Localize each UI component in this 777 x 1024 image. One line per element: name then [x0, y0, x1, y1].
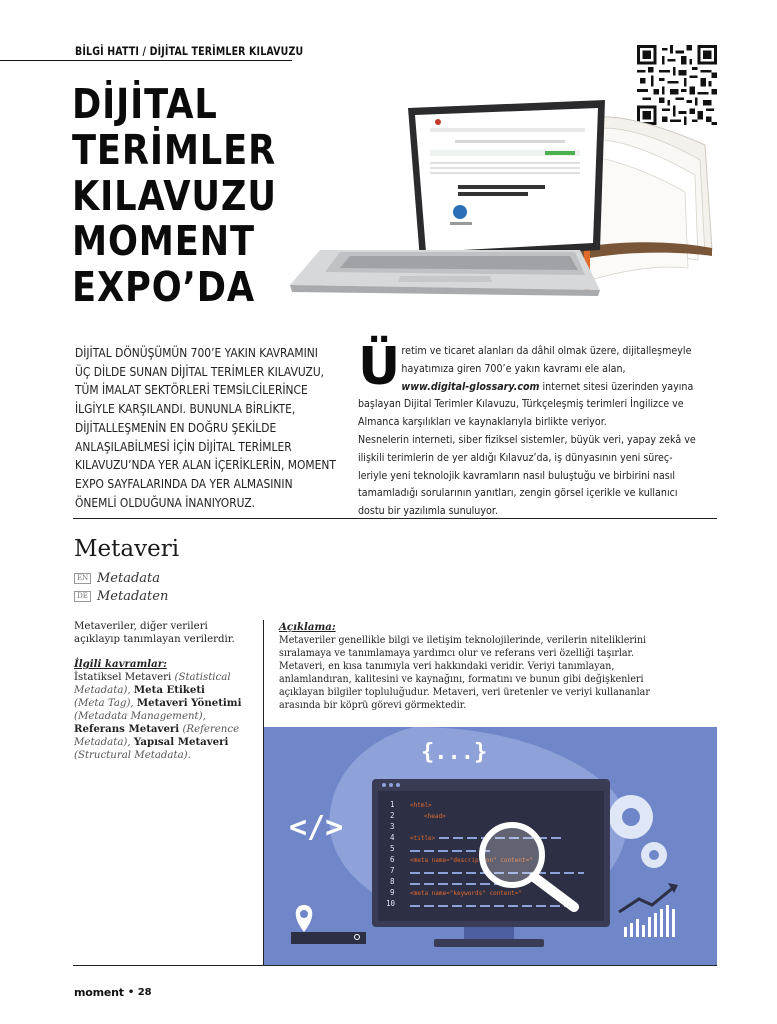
- intro-right-line: [358, 379, 694, 397]
- svg-text:<head>: <head>: [424, 813, 446, 820]
- term-explanation: [279, 621, 721, 712]
- term-en: Metadata: [97, 571, 161, 586]
- intro-right-line: Nesnelerin interneti, siber fiziksel sistemler, büyük veri, yapay zekâ ve: [358, 433, 696, 446]
- term-left-column: [74, 620, 256, 762]
- term-de: Metadaten: [97, 589, 169, 604]
- page-number: • 28: [127, 987, 152, 998]
- metadata-illustration: [264, 727, 717, 965]
- explanation-line: Metaveri, en kısa tanımıyla veri hakkındaki veridir. Veriyi tanımlayan,: [279, 661, 615, 672]
- title-line: TERİMLER: [72, 125, 277, 174]
- related-term: Yapısal Metaveri: [133, 736, 229, 748]
- title-line: MOMENT: [72, 217, 255, 266]
- lang-code-en: EN: [74, 573, 91, 584]
- intro-right-line: retim ve ticaret alanları da dâhil olmak üzere, dijitalleşmeyle: [401, 345, 692, 357]
- intro-right-line: tamamladığı sorularının yanıtları, zengin görsel içerikle ve kullanıcı: [358, 487, 678, 500]
- explanation-heading: Açıklama:: [279, 621, 336, 633]
- svg-text:9: 9: [390, 888, 395, 897]
- svg-text:<meta name="description" conte: <meta name="description" content=": [410, 857, 533, 864]
- term-de-row: [74, 589, 168, 604]
- related-item[interactable]: [74, 671, 256, 684]
- definition-line: Metaveriler, diğer verileri: [74, 621, 208, 632]
- related-term: İstatiksel Metaveri: [74, 672, 172, 683]
- intro-left-line: ÜÇ DİLDE SUNAN DİJİTAL TERİMLER KILAVUZU,: [75, 364, 325, 379]
- svg-text:1: 1: [390, 800, 395, 809]
- intro-right-line: leriyle yeni teknolojik kavramların nasıl buluştuğu ve birbirini nasıl: [358, 469, 676, 482]
- related-en: (Metadata Management),: [74, 711, 206, 722]
- title-line: DİJİTAL: [72, 80, 218, 128]
- explanation-line: Metaveriler genellikle bilgi ve iletişim teknolojilerinde, verilerin niteliklerini: [279, 635, 647, 646]
- related-en: (Structural Metadata).: [74, 750, 191, 761]
- page-footer: [74, 986, 152, 999]
- drop-cap: Ü: [358, 337, 401, 397]
- title-line: KILAVUZU: [72, 171, 277, 220]
- glossary-url-link[interactable]: www.digital-glossary.com: [401, 380, 540, 393]
- intro-left-line: DİJİTAL DÖNÜŞÜMÜN 700’E YAKIN KAVRAMINI: [75, 346, 318, 360]
- related-en: (Meta Tag),: [74, 698, 134, 709]
- related-en: Metadata),: [74, 685, 131, 696]
- intro-left-line: ANLAŞILABİLMESİ İÇİN DİJİTAL TERİMLER: [75, 439, 292, 454]
- related-item[interactable]: [74, 697, 256, 710]
- intro-left-line: EXPO SAYFALARINDA DA YER ALMASININ: [75, 476, 293, 491]
- intro-right-line: dostu bir yazılımla sunuluyor.: [358, 505, 498, 518]
- intro-right-paragraph: [358, 337, 720, 521]
- svg-text:<html>: <html>: [410, 802, 432, 809]
- intro-left-line: TÜM İMALAT SEKTÖRLERİ TEMSİLCİLERİNCE: [75, 383, 308, 398]
- braces-glyph: {...}: [421, 740, 488, 765]
- intro-left-paragraph: [75, 344, 350, 512]
- svg-text:8: 8: [390, 877, 395, 886]
- svg-text:<meta name="keywords" content=: <meta name="keywords" content=": [410, 890, 522, 897]
- term-en-row: [74, 571, 160, 586]
- laptop-illustration: [290, 100, 605, 296]
- hero-laptop-book-image: [280, 100, 720, 305]
- svg-text:7: 7: [390, 866, 395, 875]
- section-divider: [73, 518, 717, 519]
- term-title: Metaveri: [74, 536, 180, 562]
- svg-text:5: 5: [390, 844, 395, 853]
- intro-left-line: DİJİTALLEŞMENİN EN DOĞRU ŞEKİLDE: [75, 420, 277, 435]
- term-definition: [74, 620, 256, 646]
- section-tag: BİLGİ HATTI / DİJİTAL TERİMLER KILAVUZU: [75, 44, 304, 58]
- intro-right-line-rest: internet sitesi üzerinden yayına: [539, 380, 694, 393]
- intro-right-line: başlayan Dijital Terimler Kılavuzu, Türkçeleşmiş terimleri İngilizce ve: [358, 398, 684, 411]
- explanation-line: anlamlandıran, kalitesini ve kaynağını, formatını ve bunun gibi değişkenleri: [279, 674, 644, 685]
- svg-text:6: 6: [390, 855, 395, 864]
- related-en: (Reference: [182, 724, 240, 735]
- related-term: Referans Metaveri: [74, 723, 180, 735]
- related-term: Metaveri Yönetimi: [136, 697, 242, 709]
- intro-left-line: KILAVUZU’NDA YER ALAN İÇERİKLERİN, MOMENT: [75, 458, 336, 473]
- explanation-line: açıklayan bilgiler topluluğudur. Metaveri, veri üretenler ve veriyi kullananlar: [279, 687, 650, 698]
- related-item[interactable]: [74, 736, 256, 749]
- related-en: Metadata),: [74, 737, 131, 748]
- svg-text:3: 3: [390, 822, 395, 831]
- related-item[interactable]: [74, 684, 256, 697]
- intro-right-line: hayatımıza giren 700’e yakın kavramı ele alan,: [401, 362, 626, 375]
- svg-text:10: 10: [386, 899, 396, 908]
- section-tag-rule: [0, 60, 292, 61]
- title-line: EXPO’DA: [72, 263, 256, 312]
- explanation-line: sıralamaya ve tanımlamaya yardımcı olur ve referans veri özelliği taşırlar.: [279, 648, 635, 659]
- svg-text:<title>: <title>: [410, 835, 436, 842]
- intro-left-line: ÖNEMLİ OLDUĞUNA İNANIYORUZ.: [75, 495, 256, 510]
- explanation-line: arasında bir köprü görevi görmektedir.: [279, 700, 467, 711]
- intro-right-line: Almanca karşılıkları ve kaynaklarıyla birlikte veriyor.: [358, 416, 607, 429]
- related-item[interactable]: [74, 710, 256, 723]
- lang-code-de: DE: [74, 591, 91, 602]
- intro-left-line: İLGİYLE KARŞILANDI. BUNUNLA BİRLİKTE,: [75, 402, 296, 417]
- related-heading: İlgili kavramlar:: [74, 658, 167, 670]
- related-en: (Statistical: [174, 672, 231, 683]
- related-item[interactable]: [74, 723, 256, 736]
- svg-text:4: 4: [390, 833, 395, 842]
- related-term: Meta Etiketi: [133, 684, 205, 696]
- brand-logo: moment: [74, 986, 124, 999]
- related-item[interactable]: [74, 749, 256, 762]
- bottom-divider: [73, 965, 717, 966]
- definition-line: açıklayıp tanımlayan verilerdir.: [74, 634, 235, 645]
- code-tag-glyph: </>: [289, 810, 344, 845]
- svg-text:2: 2: [390, 811, 395, 820]
- page-title: [72, 82, 277, 311]
- intro-right-line: ilişkili terimlerin de yer aldığı Kılavuz’da, iş dünyasının yeni süreç-: [358, 451, 673, 464]
